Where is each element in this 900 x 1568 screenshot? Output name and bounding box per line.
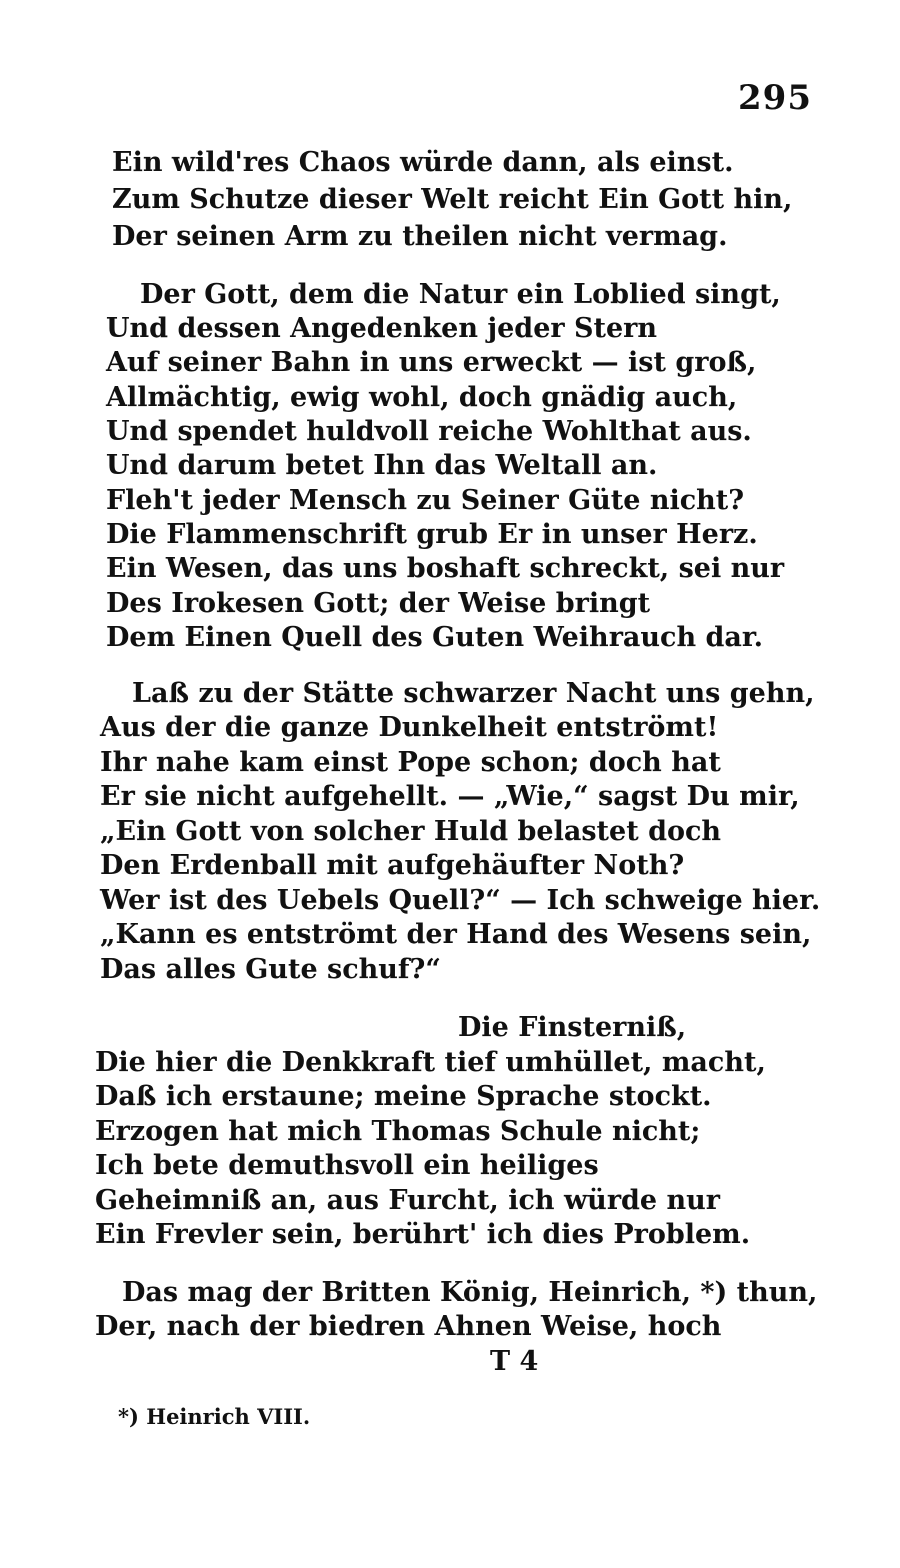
- verse-line: Dem Einen Quell des Guten Weihrauch dar.: [106, 622, 764, 653]
- verse-line: Auf seiner Bahn in uns erweckt — ist groß,: [106, 347, 757, 378]
- verse-line: Und darum betet Ihn das Weltall an.: [106, 450, 658, 481]
- verse-line: Und dessen Angedenken jeder Stern: [106, 313, 657, 344]
- verse-line: Laß zu der Stätte schwarzer Nacht uns gehn,: [132, 678, 815, 709]
- verse-line: Und spendet huldvoll reiche Wohlthat aus.: [106, 416, 752, 447]
- verse-line: Aus der die ganze Dunkelheit entströmt!: [100, 712, 719, 743]
- verse-line: Allmächtig, ewig wohl, doch gnädig auch,: [106, 382, 738, 413]
- verse-line: Daß ich erstaune; meine Sprache stockt.: [95, 1081, 712, 1112]
- verse-line: Fleh't jeder Mensch zu Seiner Güte nicht?: [106, 485, 745, 516]
- page-number: 295: [738, 78, 812, 118]
- verse-line: Er sie nicht aufgehellt. — „Wie,“ sagst Du mir,: [100, 781, 800, 812]
- verse-line: „Ein Gott von solcher Huld belastet doch: [100, 816, 722, 847]
- verse-line: Des Irokesen Gott; der Weise bringt: [106, 588, 651, 619]
- verse-line: Zum Schutze dieser Welt reicht Ein Gott hin,: [112, 184, 793, 215]
- verse-line: Geheimniß an, aus Furcht, ich würde nur: [95, 1185, 720, 1216]
- verse-line: Wer ist des Uebels Quell?“ — Ich schweige hier.: [100, 885, 821, 916]
- verse-line: Die hier die Denkkraft tief umhüllet, macht,: [95, 1047, 766, 1078]
- verse-line: Ein Frevler sein, berührt' ich dies Problem.: [95, 1219, 751, 1250]
- footnote: *) Heinrich VIII.: [118, 1404, 311, 1429]
- verse-line: Erzogen hat mich Thomas Schule nicht;: [95, 1116, 701, 1147]
- signature-mark: T 4: [490, 1346, 539, 1377]
- verse-line: Ihr nahe kam einst Pope schon; doch hat: [100, 747, 721, 778]
- verse-line: Ein wild'res Chaos würde dann, als einst.: [112, 147, 734, 178]
- verse-line: Ich bete demuthsvoll ein heiliges: [95, 1150, 599, 1181]
- verse-line: Die Flammenschrift grub Er in unser Herz.: [106, 519, 758, 550]
- verse-line: Der Gott, dem die Natur ein Loblied singt,: [140, 279, 781, 310]
- verse-line: Den Erdenball mit aufgehäufter Noth?: [100, 850, 685, 881]
- verse-line: Die Finsterniß,: [458, 1012, 687, 1043]
- verse-line: Der, nach der biedren Ahnen Weise, hoch: [95, 1311, 722, 1342]
- verse-line: „Kann es entströmt der Hand des Wesens sein,: [100, 919, 812, 950]
- verse-line: Das alles Gute schuf?“: [100, 954, 441, 985]
- verse-line: Das mag der Britten König, Heinrich, *) thun,: [122, 1277, 818, 1308]
- verse-line: Ein Wesen, das uns boshaft schreckt, sei nur: [106, 553, 785, 584]
- verse-line: Der seinen Arm zu theilen nicht vermag.: [112, 221, 728, 252]
